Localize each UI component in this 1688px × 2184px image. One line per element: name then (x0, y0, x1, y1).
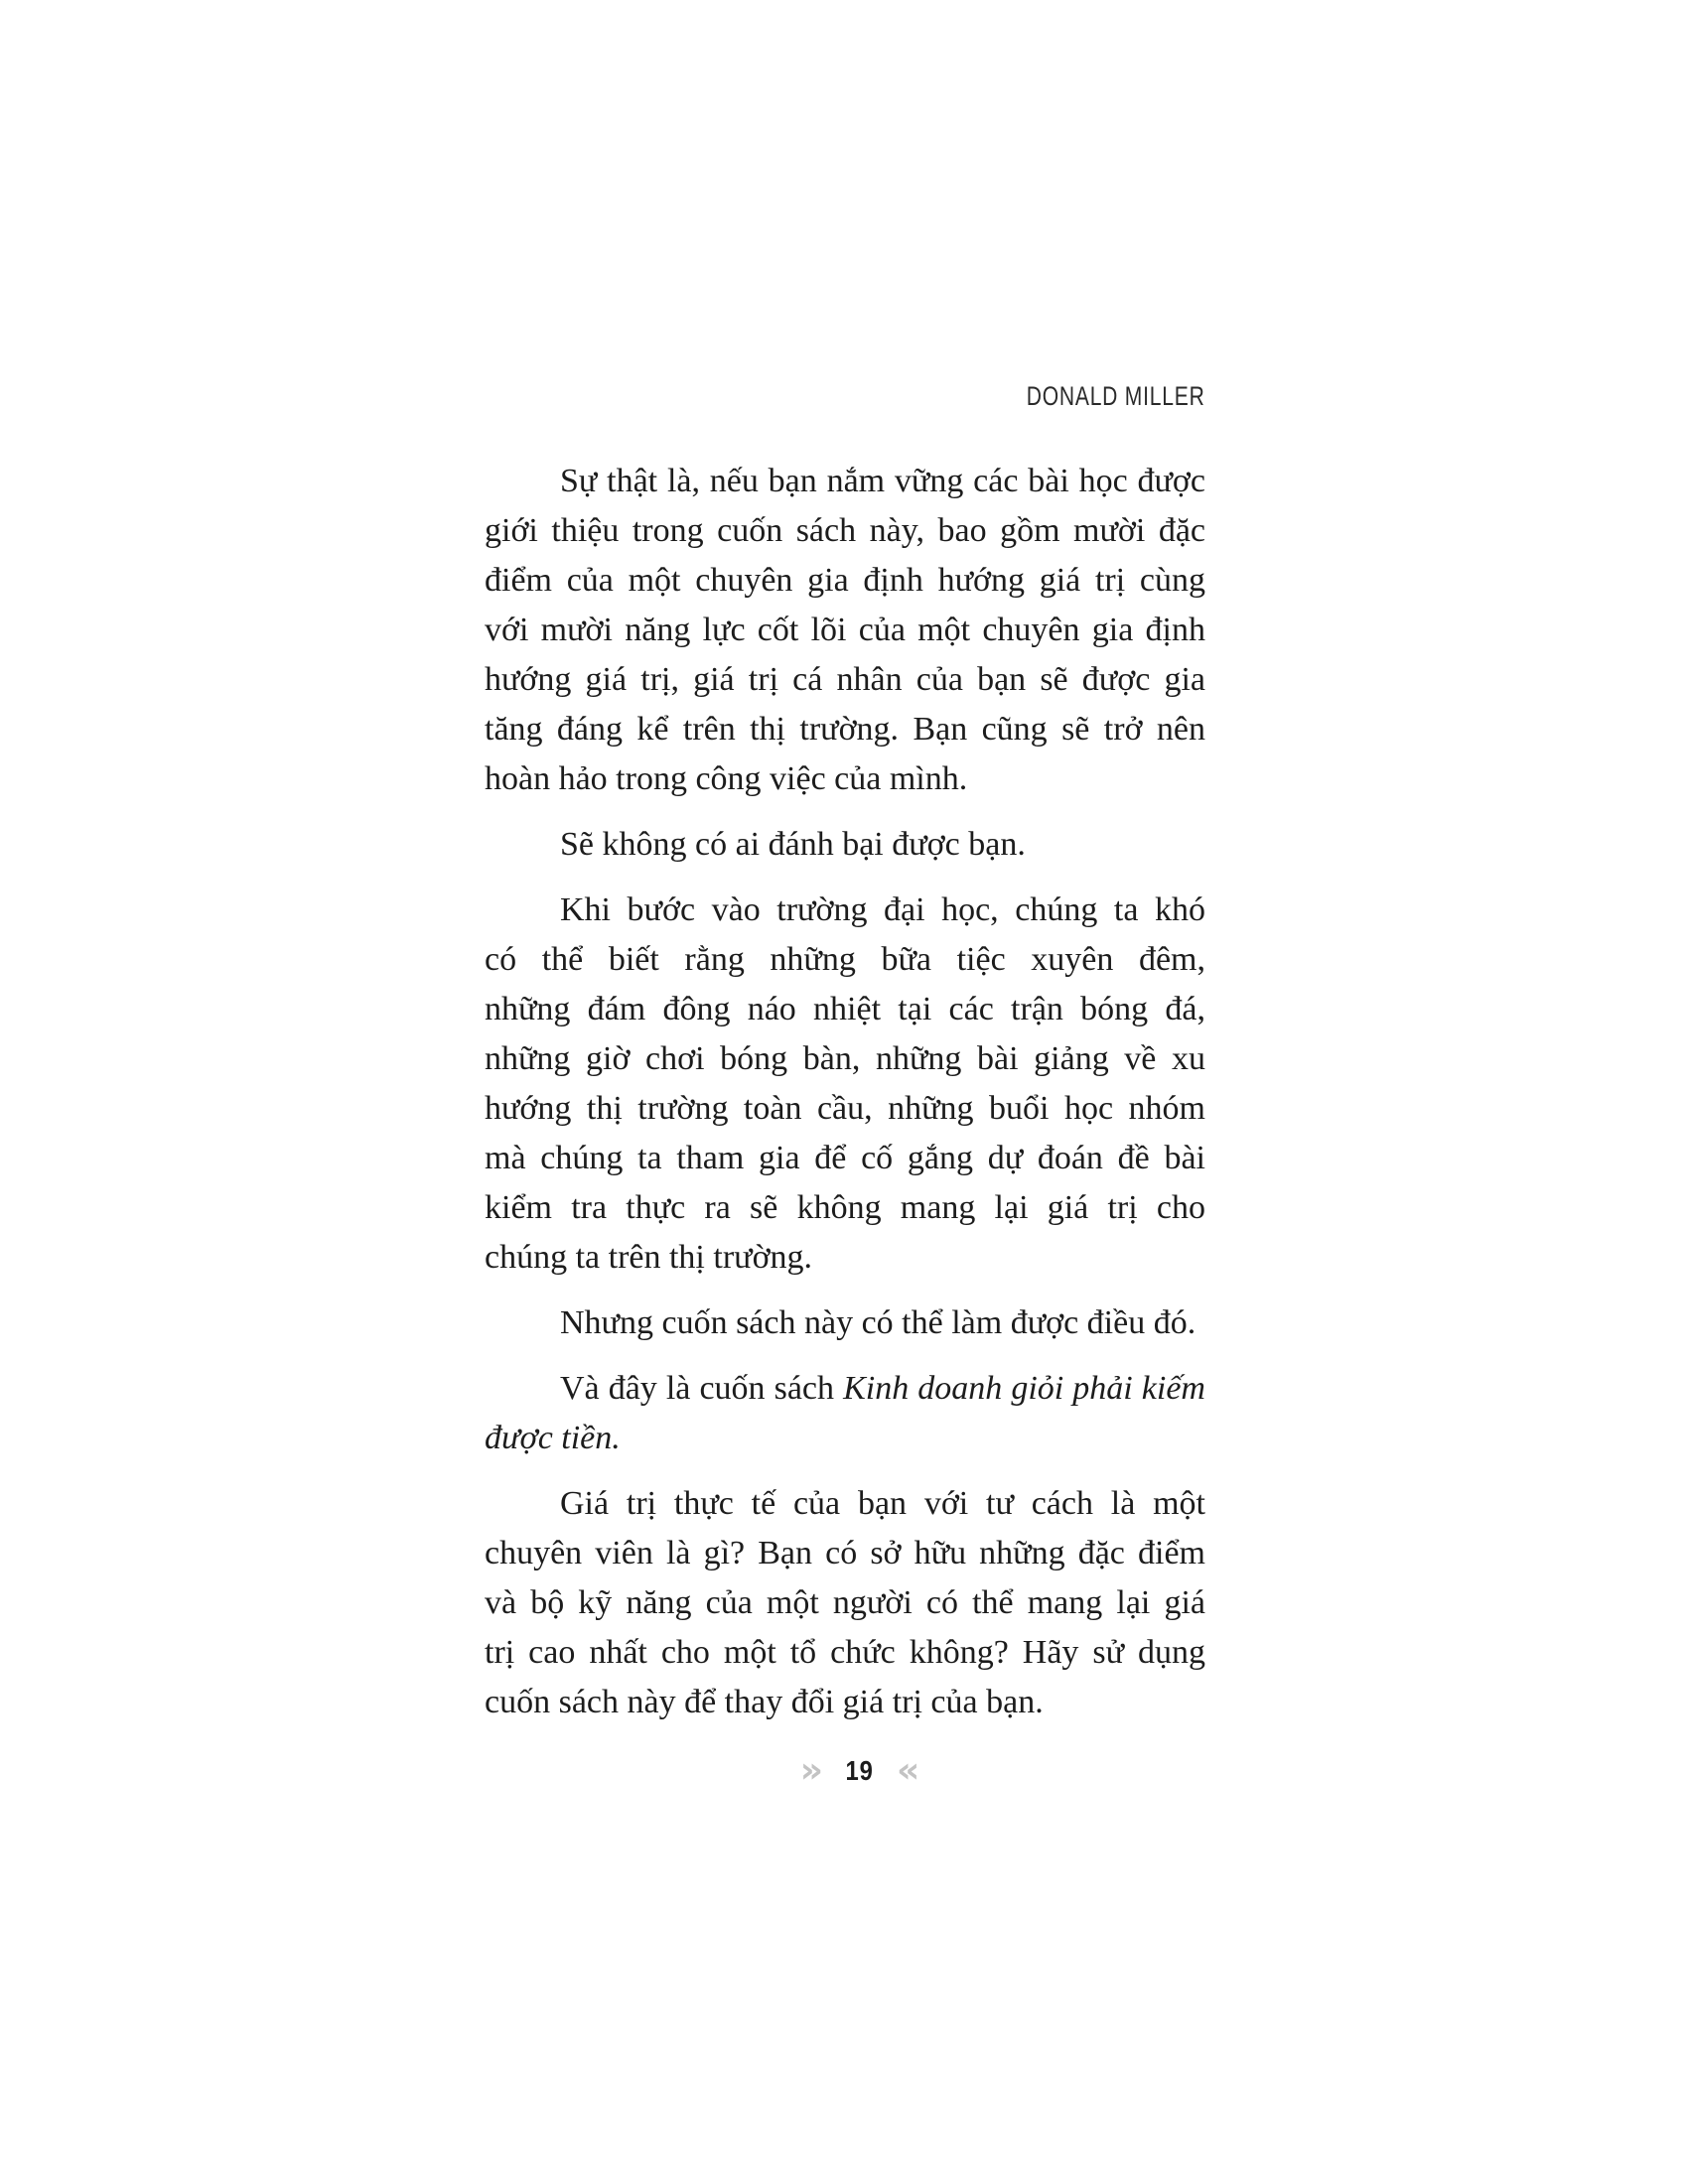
book-title-italic: được tiền. (485, 1420, 621, 1456)
text-segment: có thể biết rằng những bữa tiệc xuyên đêm, (485, 941, 1205, 978)
book-title-italic: Kinh doanh giỏi phải kiếm (843, 1370, 1205, 1407)
text-segment: những đám đông náo nhiệt tại các trận bóng đá, (485, 991, 1205, 1027)
text-segment: hướng thị trường toàn cầu, những buổi học nhóm (485, 1090, 1205, 1127)
text-segment: điểm của một chuyên gia định hướng giá trị cùng (485, 562, 1205, 599)
page-footer (485, 1749, 1205, 1793)
text-line (485, 1529, 1205, 1578)
text-line (485, 886, 1205, 935)
text-segment: Và đây là cuốn sách (560, 1370, 844, 1407)
text-segment: Sẽ không có ai đánh bại được bạn. (560, 826, 1026, 863)
paragraph (485, 886, 1205, 1283)
text-line (485, 1183, 1205, 1233)
text-segment: trị cao nhất cho một tổ chức không? Hãy sử dụng (485, 1634, 1205, 1671)
text-segment: chúng ta trên thị trường. (485, 1239, 813, 1276)
text-line (485, 506, 1205, 556)
text-line (485, 1364, 1205, 1414)
text-line (485, 985, 1205, 1034)
text-segment: hoàn hảo trong công việc của mình. (485, 760, 968, 797)
text-line (485, 1233, 1205, 1283)
text-line (485, 1298, 1205, 1348)
text-line (485, 556, 1205, 606)
text-block (485, 457, 1205, 1727)
text-line (485, 606, 1205, 655)
text-segment: hướng giá trị, giá trị cá nhân của bạn sẽ được gia (485, 661, 1205, 698)
text-line (485, 1678, 1205, 1727)
paragraph (485, 457, 1205, 804)
text-line (485, 705, 1205, 754)
text-line (485, 457, 1205, 506)
text-segment: giới thiệu trong cuốn sách này, bao gồm mười đặc (485, 512, 1205, 549)
text-line (485, 1414, 1205, 1463)
paragraph (485, 1364, 1205, 1463)
text-line (485, 655, 1205, 705)
author-name: DONALD MILLER (1027, 381, 1205, 411)
text-line (485, 1628, 1205, 1678)
paragraph (485, 1298, 1205, 1348)
text-line (485, 935, 1205, 985)
text-line (485, 754, 1205, 804)
text-line (485, 1578, 1205, 1628)
text-segment: Sự thật là, nếu bạn nắm vững các bài học được (560, 463, 1205, 499)
running-header (485, 381, 1205, 411)
text-line (485, 820, 1205, 870)
paragraph (485, 820, 1205, 870)
text-segment: cuốn sách này để thay đổi giá trị của bạn. (485, 1684, 1044, 1720)
text-segment: với mười năng lực cốt lõi của một chuyên gia định (485, 612, 1205, 648)
left-ornament-icon: » (799, 1750, 823, 1791)
right-ornament-icon: « (897, 1750, 920, 1791)
text-line (485, 1084, 1205, 1134)
text-segment: Khi bước vào trường đại học, chúng ta khó (560, 891, 1205, 928)
text-segment: kiểm tra thực ra sẽ không mang lại giá trị cho (485, 1189, 1205, 1226)
text-segment: và bộ kỹ năng của một người có thể mang lại giá (485, 1584, 1205, 1621)
page-number: 19 (845, 1755, 875, 1786)
text-line (485, 1479, 1205, 1529)
text-line (485, 1134, 1205, 1183)
text-line (485, 1034, 1205, 1084)
text-segment: những giờ chơi bóng bàn, những bài giảng về xu (485, 1040, 1205, 1077)
text-segment: Giá trị thực tế của bạn với tư cách là một (560, 1485, 1205, 1522)
paragraph (485, 1479, 1205, 1727)
text-segment: chuyên viên là gì? Bạn có sở hữu những đặc điểm (485, 1535, 1205, 1571)
text-segment: tăng đáng kể trên thị trường. Bạn cũng sẽ trở nên (485, 711, 1205, 748)
text-segment: Nhưng cuốn sách này có thể làm được điều đó. (560, 1304, 1196, 1341)
text-segment: mà chúng ta tham gia để cố gắng dự đoán đề bài (485, 1140, 1205, 1176)
